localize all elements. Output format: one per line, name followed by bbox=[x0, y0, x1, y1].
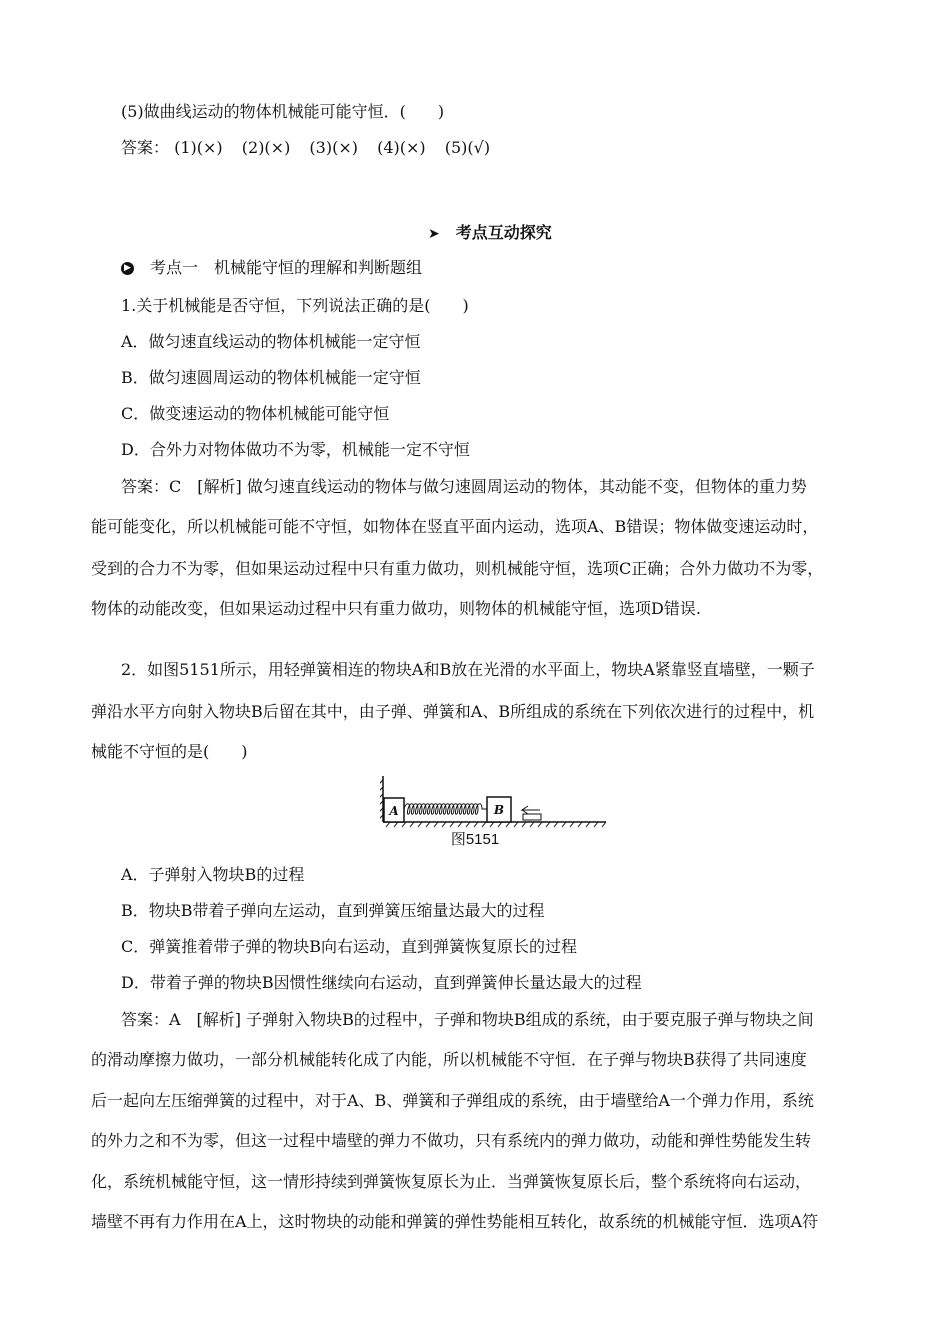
answers-prev bbox=[121, 138, 504, 158]
q2-answer-line: 的外力之和不为零，但这一过程中墙壁的弹力不做功，只有系统内的弹力做功，动能和弹性势能发生转 bbox=[91, 1131, 812, 1150]
spring-block-figure bbox=[380, 772, 610, 828]
topic-heading bbox=[121, 258, 422, 278]
section-heading-text: 考点互动探究 bbox=[455, 223, 552, 242]
q1-option-b: B．做匀速圆周运动的物体机械能一定守恒 bbox=[121, 368, 421, 387]
topic-text: 考点一 机械能守恒的理解和判断题组 bbox=[150, 258, 423, 277]
arrow-bullet-icon: ➤ bbox=[428, 226, 440, 242]
q1-option-d: D．合外力对物体做功不为零，机械能一定不守恒 bbox=[121, 440, 470, 459]
q2-stem-line: 弹沿水平方向射入物块B后留在其中，由子弹、弹簧和A、B所组成的系统在下列依次进行的过程中，机 bbox=[91, 702, 815, 721]
q2-option-d: D．带着子弹的物块B因惯性继续向右运动，直到弹簧伸长量达最大的过程 bbox=[121, 973, 642, 992]
q2-option-a: A．子弹射入物块B的过程 bbox=[121, 865, 305, 884]
q2-answer-line: 的滑动摩擦力做功，一部分机械能转化成了内能，所以机械能不守恒．在子弹与物块B获得了共同速度 bbox=[91, 1050, 807, 1069]
q2-stem-line: 2．如图5151所示，用轻弹簧相连的物块A和B放在光滑的水平面上，物块A紧靠竖直墙壁，一颗子 bbox=[121, 660, 815, 679]
figure-caption: 图5151 bbox=[450, 831, 500, 848]
circle-arrow-icon: ▶ bbox=[121, 262, 134, 275]
q2-option-c: C．弹簧推着带子弹的物块B向右运动，直到弹簧恢复原长的过程 bbox=[121, 937, 578, 956]
answer-item: (1)(×) bbox=[174, 138, 223, 157]
spring bbox=[404, 804, 487, 815]
q2-answer-line: 墙壁不再有力作用在A上，这时物块的动能和弹簧的弹性势能相互转化，故系统的机械能守恒．选项A符 bbox=[91, 1212, 819, 1231]
q1-answer-line: 物体的动能改变，但如果运动过程中只有重力做功，则物体的机械能守恒，选项D错误. bbox=[91, 599, 701, 618]
answer-item: (4)(×) bbox=[377, 138, 426, 157]
q1-option-a: A．做匀速直线运动的物体机械能一定守恒 bbox=[121, 332, 421, 351]
q1-answer-line: 能可能变化，所以机械能可能不守恒，如物体在竖直平面内运动，选项A、B错误；物体做变速运动时， bbox=[91, 517, 819, 536]
answer-item: (2)(×) bbox=[241, 138, 291, 157]
q1-option-c: C．做变速运动的物体机械能可能守恒 bbox=[121, 404, 390, 423]
q2-answer-line: 答案：A [解析] 子弹射入物块B的过程中，子弹和物块B组成的系统，由于要克服子弹与物块之间 bbox=[121, 1010, 814, 1029]
block-a-label: A bbox=[389, 804, 399, 818]
q2-answer-line: 后一起向左压缩弹簧的过程中，对于A、B、弹簧和子弹组成的系统，由于墙壁给A一个弹力作用，系统 bbox=[91, 1091, 814, 1110]
bullet-icon bbox=[522, 806, 541, 820]
q2-answer-line: 化，系统机械能守恒，这一情形持续到弹簧恢复原长为止．当弹簧恢复原长后，整个系统将向右运动， bbox=[91, 1172, 812, 1191]
q1-answer-line: 答案：C [解析] 做匀速直线运动的物体与做匀速圆周运动的物体，其动能不变，但物体的重力势 bbox=[121, 477, 807, 496]
q1-stem: 1.关于机械能是否守恒，下列说法正确的是( ) bbox=[121, 296, 469, 315]
question-5-prev: (5)做曲线运动的物体机械能可能守恒．( ) bbox=[121, 102, 445, 121]
answer-item: (3)(×) bbox=[309, 138, 358, 157]
section-heading bbox=[428, 223, 552, 244]
q1-answer-line: 受到的合力不为零，但如果运动过程中只有重力做功，则机械能守恒，选项C正确；合外力做功不为零， bbox=[91, 559, 824, 578]
q2-option-b: B．物块B带着子弹向左运动，直到弹簧压缩量达最大的过程 bbox=[121, 901, 545, 920]
answer-item: (5)(√) bbox=[444, 138, 491, 157]
answers-prev-label: 答案： bbox=[121, 138, 170, 157]
q2-stem-line: 械能不守恒的是( ) bbox=[91, 742, 248, 761]
block-b-label: B bbox=[493, 803, 505, 817]
